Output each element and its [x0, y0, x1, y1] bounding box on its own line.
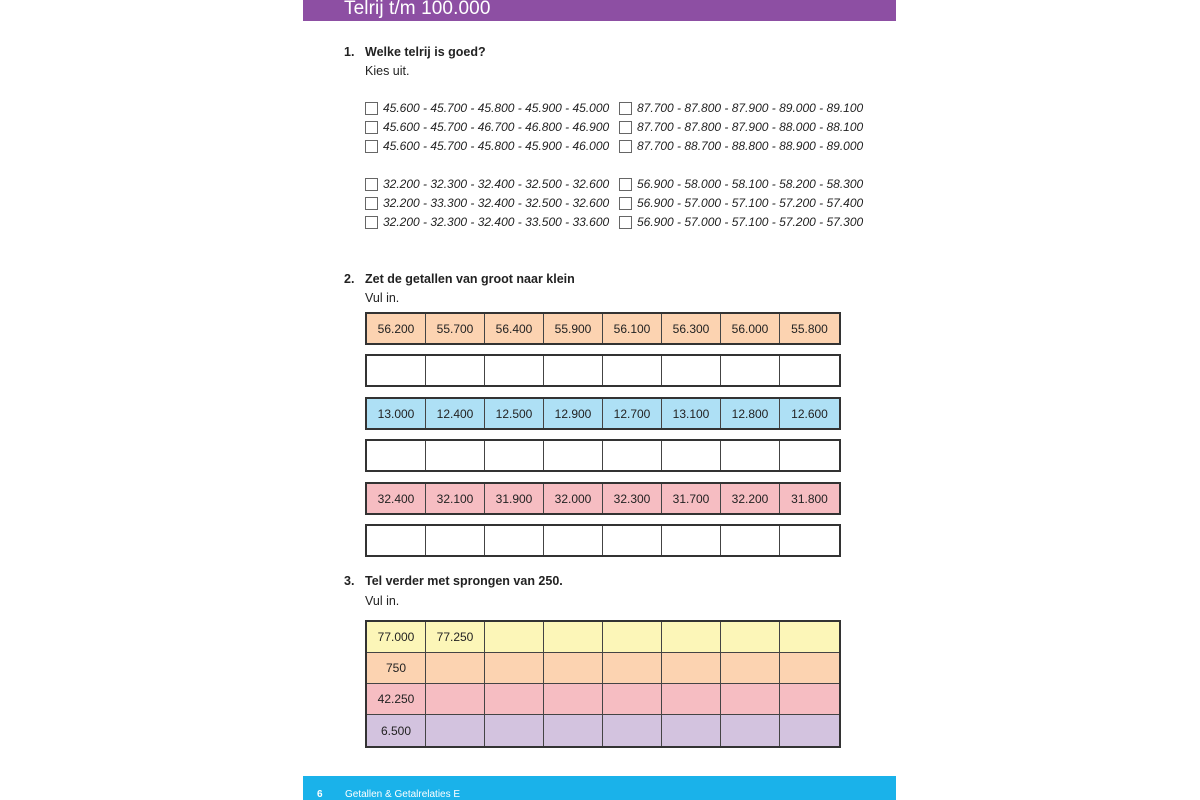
- number-cell: 56.400: [485, 314, 544, 343]
- answer-cell[interactable]: [544, 356, 603, 385]
- number-row-orange: [365, 312, 841, 345]
- worksheet-page: [303, 0, 896, 800]
- book-title: Getallen & Getalrelaties E: [345, 789, 461, 800]
- answer-cell[interactable]: [426, 356, 485, 385]
- answer-cell[interactable]: [426, 526, 485, 555]
- checkbox[interactable]: [365, 178, 378, 191]
- q3-title: Tel verder met sprongen van 250.: [365, 574, 563, 588]
- answer-cell[interactable]: [485, 441, 544, 470]
- answer-cell[interactable]: [485, 622, 544, 652]
- q1-option[interactable]: [365, 138, 609, 154]
- checkbox[interactable]: [365, 140, 378, 153]
- checkbox[interactable]: [365, 197, 378, 210]
- answer-cell[interactable]: [603, 356, 662, 385]
- number-cell: 12.400: [426, 399, 485, 428]
- count-grid: [365, 620, 841, 748]
- answer-cell[interactable]: [367, 356, 426, 385]
- option-label: 45.600 - 45.700 - 46.700 - 46.800 - 46.900: [383, 120, 610, 134]
- q1-option[interactable]: [365, 119, 609, 135]
- count-cell: 6.500: [367, 715, 426, 746]
- number-cell: 12.600: [791, 406, 828, 421]
- option-label: 45.600 - 45.700 - 45.800 - 45.900 - 46.000: [383, 139, 610, 153]
- answer-cell[interactable]: [426, 684, 485, 714]
- answer-cell[interactable]: [662, 622, 721, 652]
- option-label: 56.900 - 57.000 - 57.100 - 57.200 - 57.400: [637, 196, 864, 210]
- number-cell: 56.300: [662, 314, 721, 343]
- checkbox[interactable]: [619, 216, 632, 229]
- q1-option[interactable]: [365, 195, 609, 211]
- number-cell: 31.700: [662, 484, 721, 513]
- answer-cell[interactable]: [367, 441, 426, 470]
- option-label: 87.700 - 87.800 - 87.900 - 89.000 - 89.100: [637, 101, 864, 115]
- answer-cell[interactable]: [485, 356, 544, 385]
- number-cell: 55.700: [426, 314, 485, 343]
- option-label: 56.900 - 57.000 - 57.100 - 57.200 - 57.300: [637, 215, 864, 229]
- answer-cell[interactable]: [780, 356, 839, 385]
- answer-cell[interactable]: [426, 441, 485, 470]
- answer-cell[interactable]: [721, 356, 780, 385]
- option-label: 32.200 - 32.300 - 32.400 - 33.500 - 33.600: [383, 215, 610, 229]
- option-label: 56.900 - 58.000 - 58.100 - 58.200 - 58.300: [637, 177, 864, 191]
- answer-cell[interactable]: [544, 622, 603, 652]
- answer-cell[interactable]: [485, 684, 544, 714]
- answer-row: [365, 354, 841, 387]
- number-cell: 13.000: [367, 399, 426, 428]
- number-cell: 12.500: [485, 399, 544, 428]
- q1-number: 1.: [344, 45, 355, 59]
- number-cell: 32.200: [721, 484, 780, 513]
- q1-option[interactable]: [619, 176, 863, 192]
- answer-cell[interactable]: [426, 715, 485, 746]
- count-row-purple: [367, 715, 839, 746]
- answer-cell[interactable]: [662, 715, 721, 746]
- answer-row: [365, 524, 841, 557]
- option-label: 32.200 - 32.300 - 32.400 - 32.500 - 32.600: [383, 177, 610, 191]
- q1-option[interactable]: [365, 176, 609, 192]
- number-cell: 32.100: [426, 484, 485, 513]
- number-cell: 12.700: [603, 399, 662, 428]
- answer-cell[interactable]: [662, 356, 721, 385]
- page-title: Telrij t/m 100.000: [344, 0, 491, 19]
- count-cell: 750: [367, 653, 426, 683]
- answer-cell[interactable]: [721, 622, 780, 652]
- number-cell: 12.800: [721, 399, 780, 428]
- q1-option[interactable]: [365, 100, 609, 116]
- checkbox[interactable]: [365, 121, 378, 134]
- checkbox[interactable]: [619, 121, 632, 134]
- count-row-pink: [367, 684, 839, 715]
- checkbox[interactable]: [619, 102, 632, 115]
- q2-instruction: Vul in.: [365, 291, 400, 305]
- number-row-pink: [365, 482, 841, 515]
- q1-instruction: Kies uit.: [365, 64, 410, 78]
- answer-cell[interactable]: [662, 526, 721, 555]
- answer-cell[interactable]: [603, 622, 662, 652]
- answer-cell[interactable]: [721, 684, 780, 714]
- answer-cell[interactable]: [485, 653, 544, 683]
- count-cell: 77.250: [426, 622, 485, 652]
- option-label: 32.200 - 33.300 - 32.400 - 32.500 - 32.600: [383, 196, 610, 210]
- answer-cell[interactable]: [544, 715, 603, 746]
- option-label: 45.600 - 45.700 - 45.800 - 45.900 - 45.000: [383, 101, 610, 115]
- answer-cell[interactable]: [544, 441, 603, 470]
- count-cell: 77.000: [367, 622, 426, 652]
- q2-title: Zet de getallen van groot naar klein: [365, 272, 575, 286]
- answer-cell[interactable]: [544, 684, 603, 714]
- header-bar: [303, 0, 896, 21]
- number-cell: 55.900: [544, 314, 603, 343]
- checkbox[interactable]: [619, 178, 632, 191]
- number-cell: 55.800: [791, 321, 828, 336]
- option-label: 87.700 - 88.700 - 88.800 - 88.900 - 89.000: [637, 139, 864, 153]
- number-cell: 31.900: [485, 484, 544, 513]
- footer-bar: [303, 776, 896, 800]
- answer-cell[interactable]: [780, 684, 839, 714]
- number-cell: 32.000: [544, 484, 603, 513]
- answer-cell[interactable]: [780, 441, 839, 470]
- answer-cell[interactable]: [603, 715, 662, 746]
- q2-number: 2.: [344, 272, 355, 286]
- answer-cell[interactable]: [544, 653, 603, 683]
- answer-cell[interactable]: [603, 526, 662, 555]
- answer-cell[interactable]: [780, 653, 839, 683]
- checkbox[interactable]: [619, 140, 632, 153]
- q1-option[interactable]: [619, 138, 863, 154]
- number-cell: 32.400: [367, 484, 426, 513]
- answer-cell[interactable]: [662, 441, 721, 470]
- answer-cell[interactable]: [721, 526, 780, 555]
- q1-option[interactable]: [619, 195, 863, 211]
- q1-option[interactable]: [619, 214, 863, 230]
- number-cell: 31.800: [791, 491, 828, 506]
- q1-option[interactable]: [619, 119, 863, 135]
- answer-cell[interactable]: [721, 653, 780, 683]
- answer-cell[interactable]: [721, 441, 780, 470]
- count-cell: 42.250: [367, 684, 426, 714]
- checkbox[interactable]: [365, 102, 378, 115]
- q3-number: 3.: [344, 574, 355, 588]
- checkbox[interactable]: [619, 197, 632, 210]
- answer-cell[interactable]: [544, 526, 603, 555]
- option-label: 87.700 - 87.800 - 87.900 - 88.000 - 88.100: [637, 120, 864, 134]
- answer-cell[interactable]: [485, 715, 544, 746]
- answer-cell[interactable]: [603, 684, 662, 714]
- answer-cell[interactable]: [780, 526, 839, 555]
- number-cell: 13.100: [662, 399, 721, 428]
- answer-cell[interactable]: [780, 622, 839, 652]
- q1-option[interactable]: [365, 214, 609, 230]
- answer-cell[interactable]: [603, 653, 662, 683]
- answer-cell[interactable]: [780, 715, 839, 746]
- answer-cell[interactable]: [603, 441, 662, 470]
- answer-cell[interactable]: [662, 653, 721, 683]
- number-cell: 56.000: [721, 314, 780, 343]
- number-row-blue: [365, 397, 841, 430]
- answer-row: [365, 439, 841, 472]
- checkbox[interactable]: [365, 216, 378, 229]
- count-row-orange: [367, 653, 839, 684]
- number-cell: 56.100: [603, 314, 662, 343]
- page-number: 6: [317, 789, 323, 800]
- answer-cell[interactable]: [367, 526, 426, 555]
- number-cell: 56.200: [367, 314, 426, 343]
- q1-option[interactable]: [619, 100, 863, 116]
- q1-title: Welke telrij is goed?: [365, 45, 486, 59]
- answer-cell[interactable]: [662, 684, 721, 714]
- answer-cell[interactable]: [426, 653, 485, 683]
- number-cell: 32.300: [603, 484, 662, 513]
- count-row-yellow: [367, 622, 839, 653]
- q3-instruction: Vul in.: [365, 594, 400, 608]
- answer-cell[interactable]: [721, 715, 780, 746]
- answer-cell[interactable]: [485, 526, 544, 555]
- number-cell: 12.900: [544, 399, 603, 428]
